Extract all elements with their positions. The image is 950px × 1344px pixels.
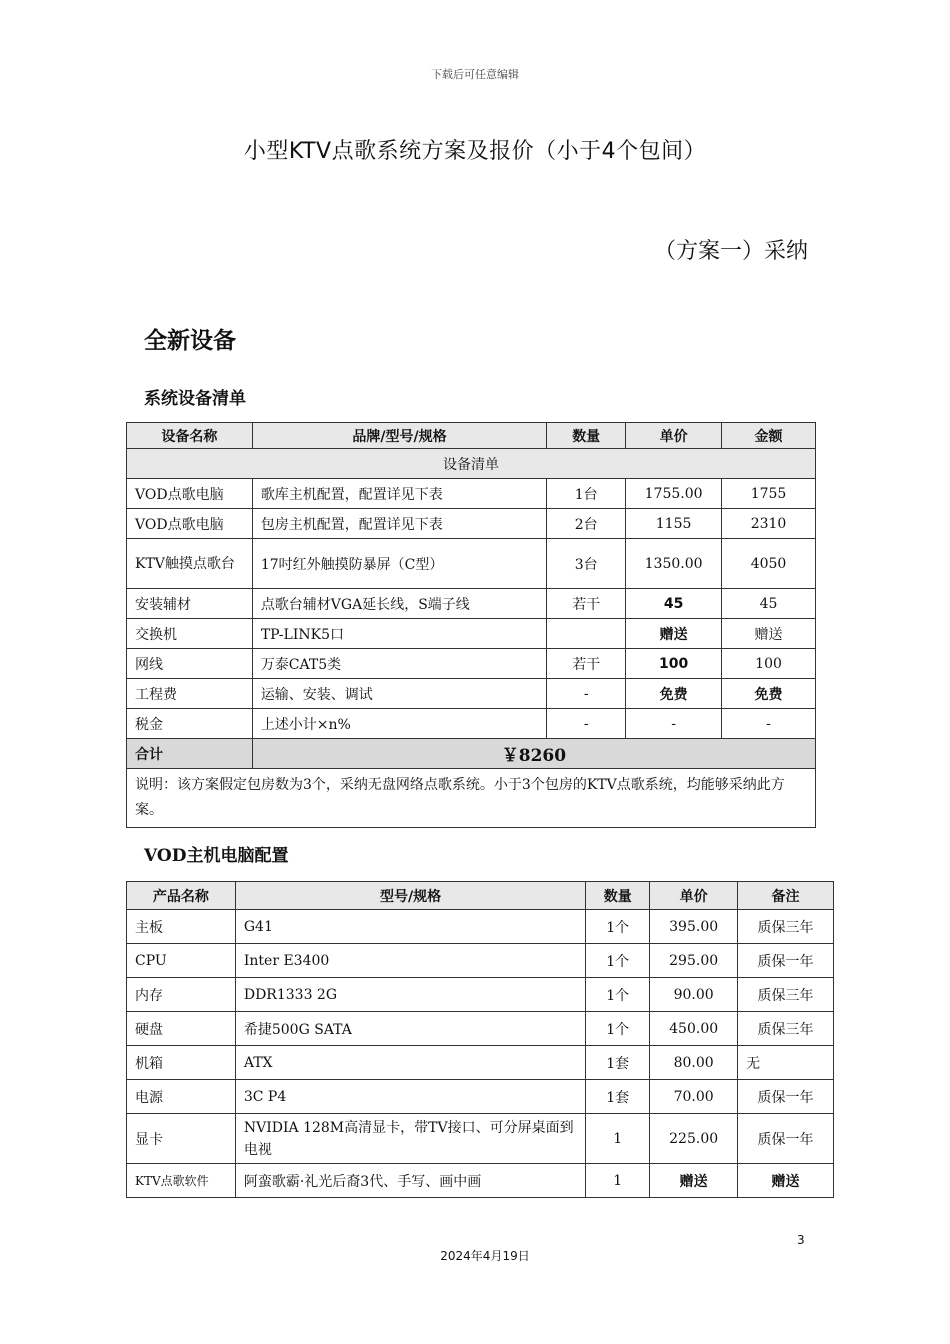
- column-header: 品牌/型号/规格: [252, 423, 546, 449]
- scheme-label: （方案一）采纳: [653, 239, 808, 264]
- table-row: [127, 910, 834, 944]
- cell-unit-price: 225.00: [650, 1114, 738, 1164]
- cell-spec: 点歌台辅材VGA延长线，S端子线: [252, 589, 546, 619]
- cell-amount: 100: [722, 649, 816, 679]
- section-heading-new-equipment: 全新设备: [144, 328, 236, 354]
- total-value: ￥8260: [252, 739, 815, 769]
- vod-config-table: [126, 881, 834, 1198]
- table-section-row: [127, 449, 816, 479]
- page-number: 3: [797, 1233, 805, 1247]
- cell-model: G41: [235, 910, 585, 944]
- header-note: 下载后可任意编辑: [431, 68, 519, 81]
- cell-remark: 质保三年: [738, 910, 834, 944]
- cell-item-name: VOD点歌电脑: [127, 509, 253, 539]
- footer-date: 2024年4月19日: [440, 1249, 530, 1263]
- cell-remark: 质保三年: [738, 978, 834, 1012]
- column-header: 设备名称: [127, 423, 253, 449]
- cell-qty: 1台: [547, 479, 626, 509]
- cell-model: ATX: [235, 1046, 585, 1080]
- section-row-label: 设备清单: [127, 449, 816, 479]
- table-row: [127, 509, 816, 539]
- cell-spec: 包房主机配置，配置详见下表: [252, 509, 546, 539]
- table-total-row: [127, 739, 816, 769]
- cell-model: NVIDIA 128M高清显卡，带TV接口、可分屏桌面到电视: [235, 1114, 585, 1164]
- table-row: [127, 978, 834, 1012]
- cell-item-name: KTV触摸点歌台: [127, 539, 253, 589]
- cell-remark: 赠送: [738, 1164, 834, 1198]
- cell-model: 阿蛮歌霸·礼光后裔3代、手写、画中画: [235, 1164, 585, 1198]
- cell-product: 机箱: [127, 1046, 236, 1080]
- cell-qty: 1套: [586, 1080, 650, 1114]
- cell-unit-price: 免费: [626, 679, 722, 709]
- table-row: [127, 1164, 834, 1198]
- cell-spec: TP-LINK5口: [252, 619, 546, 649]
- table-header-row: [127, 882, 834, 910]
- table-row: [127, 1114, 834, 1164]
- column-header: 单价: [626, 423, 722, 449]
- cell-amount: -: [722, 709, 816, 739]
- cell-product: 电源: [127, 1080, 236, 1114]
- cell-remark: 质保一年: [738, 1114, 834, 1164]
- table-note-row: [127, 769, 816, 828]
- cell-amount: 免费: [722, 679, 816, 709]
- cell-amount: 1755: [722, 479, 816, 509]
- cell-unit-price: 295.00: [650, 944, 738, 978]
- cell-remark: 无: [738, 1046, 834, 1080]
- table-row: [127, 1012, 834, 1046]
- cell-qty: 1个: [586, 910, 650, 944]
- cell-qty: 若干: [547, 649, 626, 679]
- table-row: [127, 479, 816, 509]
- table-row: [127, 944, 834, 978]
- table-row: [127, 1046, 834, 1080]
- cell-item-name: 网线: [127, 649, 253, 679]
- cell-unit-price: 1155: [626, 509, 722, 539]
- equipment-list-table: [126, 422, 816, 828]
- cell-product: CPU: [127, 944, 236, 978]
- cell-qty: [547, 619, 626, 649]
- cell-model: Inter E3400: [235, 944, 585, 978]
- cell-unit-price: 80.00: [650, 1046, 738, 1080]
- cell-item-name: 工程费: [127, 679, 253, 709]
- cell-qty: -: [547, 709, 626, 739]
- cell-remark: 质保一年: [738, 1080, 834, 1114]
- column-header: 型号/规格: [235, 882, 585, 910]
- table-note: 说明：该方案假定包房数为3个，采纳无盘网络点歌系统。小于3个包房的KTV点歌系统，均能够采纳此方案。: [127, 769, 816, 828]
- cell-remark: 质保三年: [738, 1012, 834, 1046]
- column-header: 数量: [547, 423, 626, 449]
- cell-model: 3C P4: [235, 1080, 585, 1114]
- cell-unit-price: 450.00: [650, 1012, 738, 1046]
- section-heading-vod-config: VOD主机电脑配置: [144, 846, 289, 866]
- table-row: [127, 679, 816, 709]
- cell-qty: 1套: [586, 1046, 650, 1080]
- cell-model: DDR1333 2G: [235, 978, 585, 1012]
- cell-spec: 歌库主机配置，配置详见下表: [252, 479, 546, 509]
- cell-unit-price: 90.00: [650, 978, 738, 1012]
- column-header: 数量: [586, 882, 650, 910]
- cell-item-name: 税金: [127, 709, 253, 739]
- cell-unit-price: -: [626, 709, 722, 739]
- cell-qty: 2台: [547, 509, 626, 539]
- table-row: [127, 589, 816, 619]
- cell-qty: 1个: [586, 1012, 650, 1046]
- cell-amount: 4050: [722, 539, 816, 589]
- column-header: 金额: [722, 423, 816, 449]
- cell-spec: 17吋红外触摸防暴屏（C型）: [252, 539, 546, 589]
- cell-qty: 3台: [547, 539, 626, 589]
- cell-unit-price: 赠送: [626, 619, 722, 649]
- cell-spec: 上述小计×n%: [252, 709, 546, 739]
- cell-item-name: 交换机: [127, 619, 253, 649]
- column-header: 单价: [650, 882, 738, 910]
- cell-qty: 1个: [586, 944, 650, 978]
- cell-product: 主板: [127, 910, 236, 944]
- cell-product: 显卡: [127, 1114, 236, 1164]
- column-header: 备注: [738, 882, 834, 910]
- cell-remark: 质保一年: [738, 944, 834, 978]
- cell-qty: 1: [586, 1114, 650, 1164]
- cell-qty: 1个: [586, 978, 650, 1012]
- table-row: [127, 709, 816, 739]
- table-row: [127, 539, 816, 589]
- cell-model: 希捷500G SATA: [235, 1012, 585, 1046]
- cell-qty: 1: [586, 1164, 650, 1198]
- cell-item-name: 安装辅材: [127, 589, 253, 619]
- cell-unit-price: 1350.00: [626, 539, 722, 589]
- total-label: 合计: [127, 739, 253, 769]
- cell-product: 硬盘: [127, 1012, 236, 1046]
- cell-amount: 45: [722, 589, 816, 619]
- cell-spec: 运输、安装、调试: [252, 679, 546, 709]
- cell-unit-price: 1755.00: [626, 479, 722, 509]
- table-row: [127, 649, 816, 679]
- table-row: [127, 1080, 834, 1114]
- column-header: 产品名称: [127, 882, 236, 910]
- cell-unit-price: 100: [626, 649, 722, 679]
- cell-qty: -: [547, 679, 626, 709]
- cell-unit-price: 45: [626, 589, 722, 619]
- cell-product: 内存: [127, 978, 236, 1012]
- cell-spec: 万泰CAT5类: [252, 649, 546, 679]
- document-title: 小型KTV点歌系统方案及报价（小于4个包间）: [243, 139, 707, 164]
- table-row: [127, 619, 816, 649]
- cell-product: KTV点歌软件: [127, 1164, 236, 1198]
- table-header-row: [127, 423, 816, 449]
- section-heading-equipment-list: 系统设备清单: [144, 389, 246, 409]
- cell-item-name: VOD点歌电脑: [127, 479, 253, 509]
- cell-amount: 2310: [722, 509, 816, 539]
- cell-qty: 若干: [547, 589, 626, 619]
- cell-unit-price: 395.00: [650, 910, 738, 944]
- cell-amount: 赠送: [722, 619, 816, 649]
- cell-unit-price: 70.00: [650, 1080, 738, 1114]
- cell-unit-price: 赠送: [650, 1164, 738, 1198]
